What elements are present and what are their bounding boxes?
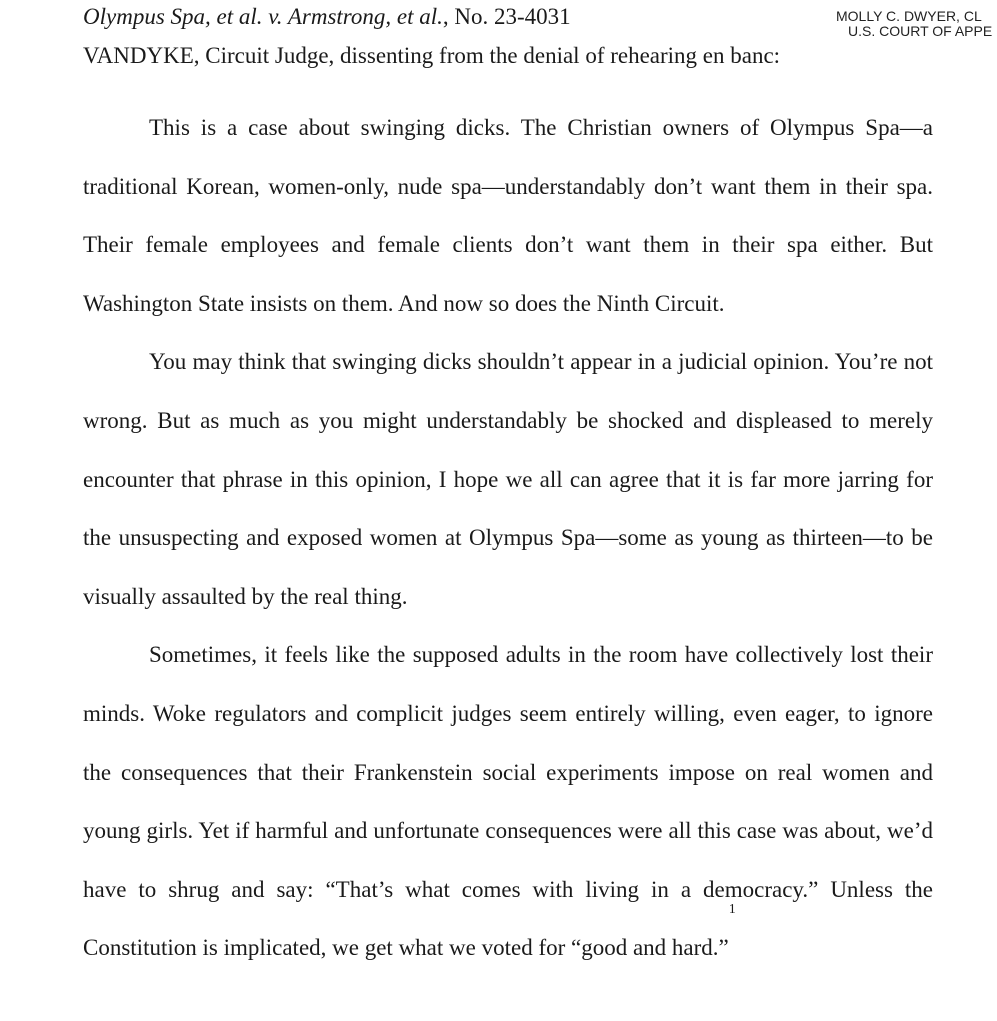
paragraph-1: This is a case about swinging dicks. The Christian owners of Olympus Spa—a traditional Korean, women-only, nude spa—understandably don’t want them in their spa. Their female employees and female clients don’t want them in their spa either. But Washington State insists on them. And now so does the Ninth Circuit. bbox=[83, 115, 933, 316]
docket-number: , No. 23-4031 bbox=[442, 4, 571, 29]
footnote-marker[interactable]: 1 bbox=[728, 902, 736, 918]
case-caption bbox=[83, 2, 571, 32]
paragraph-2: You may think that swinging dicks shouldn’t appear in a judicial opinion. You’re not wrong. But as much as you might understandably be shocked and displeased to merely encounter that phrase in this opinion, I hope we all can agree that it is far more jarring for the unsuspecting and exposed women at Olympus Spa—some as young as thirteen—to be visually assaulted by the real thing. bbox=[83, 349, 933, 609]
opinion-heading: VANDYKE, Circuit Judge, dissenting from the denial of rehearing en banc: bbox=[83, 43, 781, 68]
case-name: Olympus Spa, et al. v. Armstrong, et al. bbox=[83, 4, 443, 29]
clerk-court: U.S. COURT OF APPE bbox=[848, 23, 993, 39]
opinion-body bbox=[83, 99, 933, 978]
clerk-stamp bbox=[836, 9, 992, 39]
clerk-name: MOLLY C. DWYER, CL bbox=[836, 8, 982, 24]
paragraph-3-text: Sometimes, it feels like the supposed adults in the room have collectively lost their minds. Woke regulators and complicit judges seem entirely willing, even eager, to ignore the consequences that their Frankenstein social experiments impose on real women and young girls. Yet if harmful and unfortunate consequences were all this case was about, we’d have to shrug and say: “That’s what comes with living in a democracy.” Unless the Constitution is implicated, we get what we voted for “good and hard.” bbox=[83, 642, 933, 961]
paragraph-3 bbox=[83, 626, 933, 978]
